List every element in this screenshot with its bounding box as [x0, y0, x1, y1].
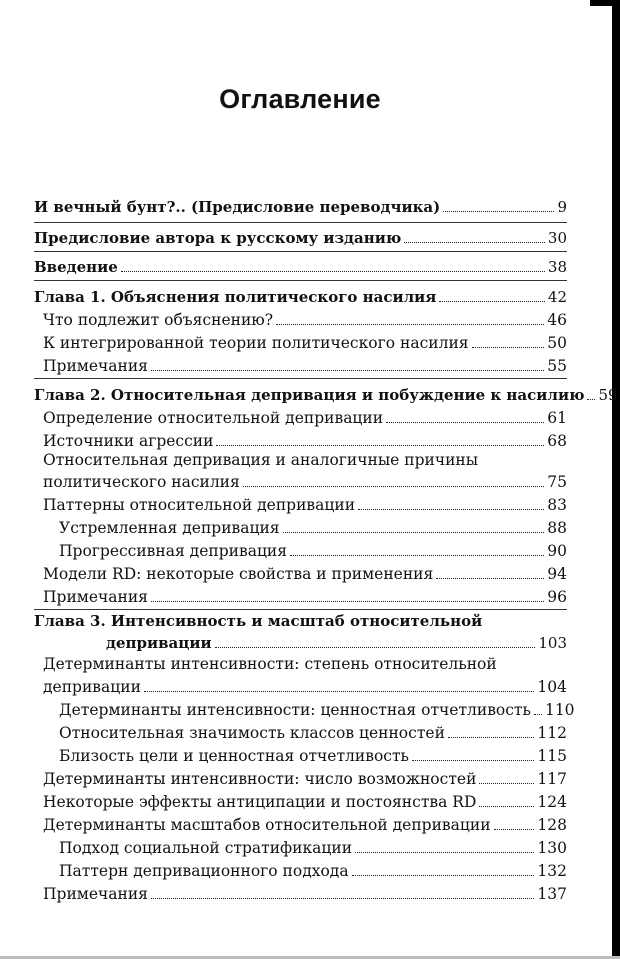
toc-entry[interactable]	[34, 427, 567, 451]
toc-entry[interactable]	[34, 834, 567, 858]
toc-entry-page: 110	[544, 701, 575, 719]
toc-entry-page: 38	[547, 258, 567, 276]
dot-leader	[151, 370, 544, 371]
toc-entry[interactable]	[34, 491, 567, 515]
toc-entry[interactable]	[34, 514, 567, 538]
toc-entry[interactable]	[34, 329, 567, 353]
toc-entry-page: 103	[538, 634, 567, 652]
dot-leader	[243, 486, 544, 487]
section-divider	[34, 280, 567, 281]
dot-leader	[283, 532, 545, 533]
toc-entry-label: Паттерны относительной депривации	[43, 496, 356, 514]
toc-entry-page: 83	[547, 496, 567, 514]
toc-entry-page: 132	[537, 862, 567, 880]
toc-entry[interactable]	[34, 719, 567, 743]
toc-entry[interactable]	[34, 193, 567, 217]
toc-entry-label: Примечания	[43, 885, 148, 903]
toc-entry-page: 104	[537, 678, 567, 696]
dot-leader	[404, 242, 545, 243]
toc-entry-label: Близость цели и ценностная отчетливость	[59, 747, 409, 765]
dot-leader	[386, 422, 544, 423]
toc-entry-page: 88	[547, 519, 567, 537]
toc-entry-page: 90	[547, 542, 567, 560]
page-title: Оглавление	[219, 84, 381, 114]
dot-leader	[439, 301, 545, 302]
dot-leader	[358, 509, 544, 510]
toc-entry-label: Глава 1. Объяснения политического насилия	[34, 288, 437, 306]
toc-entry-label-line1: Детерминанты интенсивности: степень относительной	[43, 655, 497, 673]
toc-entry-label: Детерминанты интенсивности: ценностная отчетливость	[59, 701, 531, 719]
dot-leader	[587, 399, 595, 400]
toc-entry-page: 55	[547, 357, 567, 375]
toc-entry-label: Определение относительной депривации	[43, 409, 384, 427]
dot-leader	[448, 737, 535, 738]
dot-leader	[355, 852, 534, 853]
toc-entry-page: 112	[537, 724, 567, 742]
toc-entry-label: И вечный бунт?.. (Предисловие переводчика)	[34, 198, 441, 216]
toc-entry[interactable]	[34, 381, 618, 405]
toc-entry[interactable]	[34, 468, 567, 492]
toc-entry[interactable]	[34, 583, 567, 607]
toc-entry-page: 50	[547, 334, 567, 352]
dot-leader	[151, 898, 534, 899]
toc-entry-label: Паттерн депривационного подхода	[59, 862, 349, 880]
dot-leader	[479, 783, 534, 784]
toc-entry-page: 61	[547, 409, 567, 427]
dot-leader	[352, 875, 535, 876]
toc-entry-label: Прогрессивная депривация	[59, 542, 288, 560]
toc-entry-label: К интегрированной теории политического насилия	[43, 334, 469, 352]
dot-leader	[121, 271, 545, 272]
toc-entry-label: Примечания	[43, 357, 148, 375]
toc-entry-label: политического насилия	[43, 473, 240, 491]
toc-entry[interactable]	[34, 765, 567, 789]
scan-edge-top	[590, 0, 620, 6]
toc-entry-label-line1: Относительная депривация и аналогичные причины	[43, 451, 479, 469]
toc-entry-page: 46	[547, 311, 567, 329]
toc-entry-page: 117	[537, 770, 567, 788]
toc-entry-page: 94	[547, 565, 567, 583]
toc-entry[interactable]	[34, 560, 567, 584]
toc-entry-label: Детерминанты интенсивности: число возможностей	[43, 770, 477, 788]
toc-entry[interactable]	[34, 404, 567, 428]
toc-entry-label: Модели RD: некоторые свойства и применения	[43, 565, 434, 583]
toc-entry-label: Относительная значимость классов ценностей	[59, 724, 445, 742]
section-divider	[34, 251, 567, 252]
toc-entry-page: 130	[537, 839, 567, 857]
toc-entry[interactable]	[34, 742, 567, 766]
toc-entry-label: Предисловие автора к русскому изданию	[34, 229, 402, 247]
toc-entry-label: депривации	[106, 634, 212, 652]
toc-entry-page: 59	[598, 386, 618, 404]
toc-entry[interactable]	[34, 811, 567, 835]
dot-leader	[290, 555, 544, 556]
dot-leader	[215, 647, 536, 648]
toc-entry[interactable]	[34, 253, 567, 277]
toc-entry[interactable]	[34, 857, 567, 881]
section-divider	[34, 609, 567, 610]
toc-entry[interactable]	[34, 788, 567, 812]
toc-entry-page: 124	[537, 793, 567, 811]
toc-entry[interactable]	[34, 224, 567, 248]
dot-leader	[494, 829, 535, 830]
dot-leader	[151, 601, 544, 602]
toc-entry-page: 96	[547, 588, 567, 606]
dot-leader	[443, 211, 554, 212]
toc-entry[interactable]	[34, 537, 567, 561]
toc-entry-label: Глава 2. Относительная депривация и побуждение к насилию	[34, 386, 585, 404]
toc-entry-label: Что подлежит объяснению?	[43, 311, 274, 329]
toc-entry-label: Введение	[34, 258, 118, 276]
toc-entry-page: 137	[537, 885, 567, 903]
toc-entry-label: Устремленная депривация	[59, 519, 280, 537]
toc-entry[interactable]	[34, 696, 575, 720]
toc-entry-label: Источники агрессии	[43, 432, 214, 450]
toc-entry-page: 75	[547, 473, 567, 491]
dot-leader	[412, 760, 534, 761]
dot-leader	[436, 578, 544, 579]
toc-entry[interactable]	[34, 283, 567, 307]
toc-entry-page: 30	[547, 229, 567, 247]
toc-entry-page: 9	[557, 198, 567, 216]
section-divider	[34, 222, 567, 223]
dot-leader	[276, 324, 544, 325]
dot-leader	[479, 806, 534, 807]
toc-entry-page: 128	[537, 816, 567, 834]
toc-entry-page: 115	[537, 747, 567, 765]
toc-entry-label: Детерминанты масштабов относительной депривации	[43, 816, 491, 834]
toc-entry[interactable]	[34, 352, 567, 376]
toc-entry[interactable]	[34, 306, 567, 330]
section-divider	[34, 378, 567, 379]
scan-edge-right	[612, 0, 620, 959]
toc-entry-page: 68	[547, 432, 567, 450]
toc-entry-label: Некоторые эффекты антиципации и постоянства RD	[43, 793, 477, 811]
toc-entry-label: депривации	[43, 678, 141, 696]
toc-entry[interactable]	[34, 880, 567, 904]
dot-leader	[216, 445, 544, 446]
toc-entry[interactable]	[34, 629, 567, 653]
toc-entry-page: 42	[547, 288, 567, 306]
toc-entry[interactable]	[34, 673, 567, 697]
toc-entry-label: Примечания	[43, 588, 148, 606]
toc-entry-label-line1: Глава 3. Интенсивность и масштаб относительной	[34, 612, 483, 630]
dot-leader	[144, 691, 535, 692]
dot-leader	[534, 714, 542, 715]
dot-leader	[472, 347, 545, 348]
toc-entry-label: Подход социальной стратификации	[59, 839, 353, 857]
